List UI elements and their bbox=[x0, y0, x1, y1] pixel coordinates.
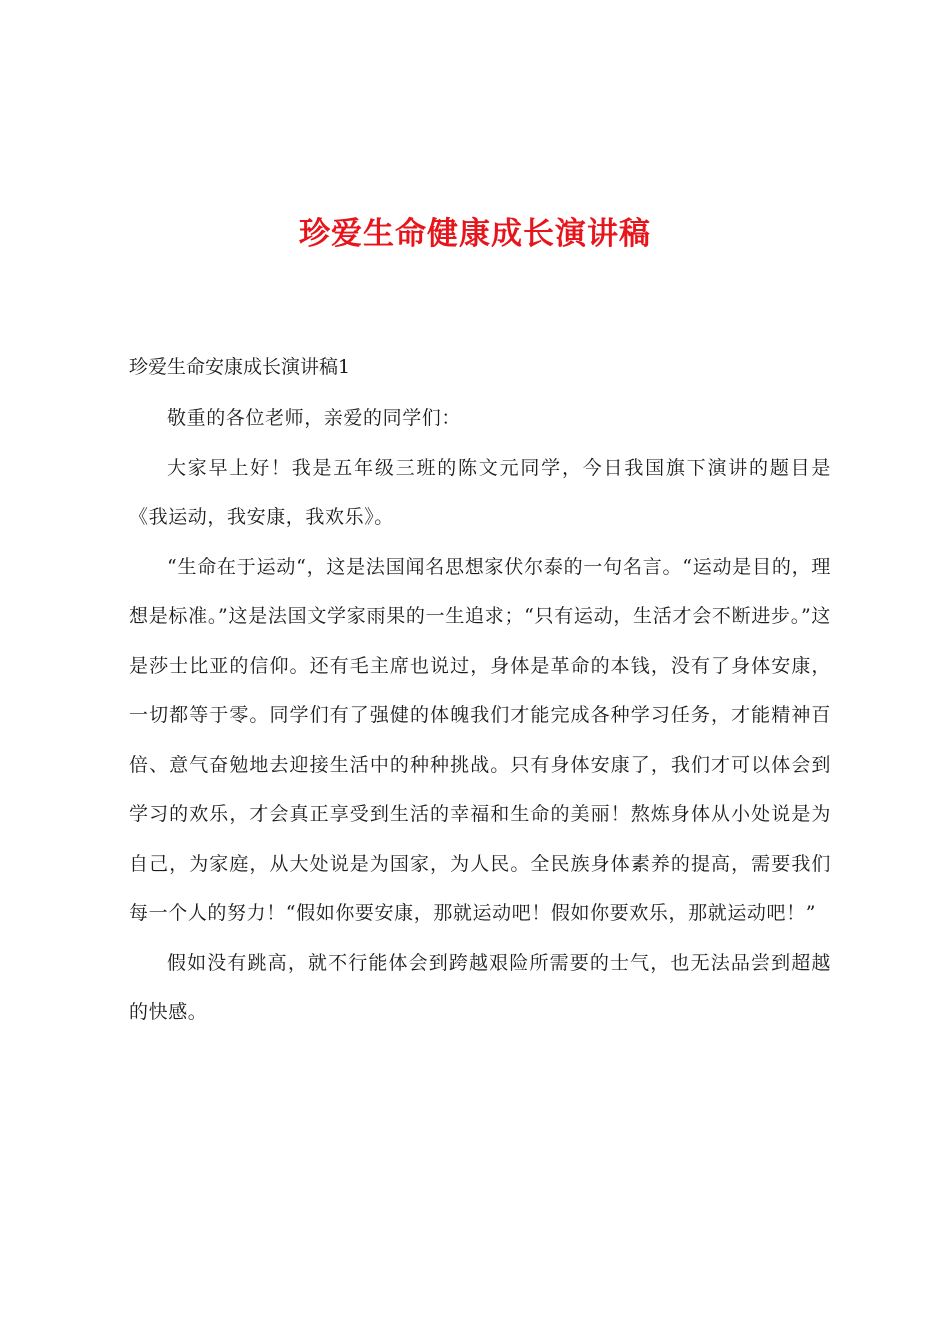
section-heading: 珍爱生命安康成长演讲稿1 bbox=[129, 356, 351, 378]
document-body bbox=[129, 394, 831, 1038]
paragraph-main: “生命在于运动“，这是法国闻名思想家伏尔泰的一句名言。“运动是目的，理想是标准。”这是法国文学家雨果的一生追求；“只有运动，生活才会不断进步。”这是莎士比亚的信仰。还有毛主席也说过，身体是革命的本钱，没有了身体安康，一切都等于零。同学们有了强健的体魄我们才能完成各种学习任务，才能精神百倍、意气奋勉地去迎接生活中的种种挑战。只有身体安康了，我们才可以体会到学习的欢乐，才会真正享受到生活的幸福和生命的美丽！熬炼身体从小处说是为自己，为家庭，从大处说是为国家，为人民。全民族身体素养的提高，需要我们每一个人的努力！“假如你要安康，那就运动吧！假如你要欢乐，那就运动吧！” bbox=[129, 555, 831, 924]
paragraph-high-jump: 假如没有跳高，就不行能体会到跨越艰险所需要的士气，也无法品尝到超越的快感。 bbox=[129, 951, 831, 1023]
paragraph-greeting: 敬重的各位老师，亲爱的同学们： bbox=[167, 407, 462, 429]
paragraph-intro: 大家早上好！我是五年级三班的陈文元同学，今日我国旗下演讲的题目是《我运动，我安康，我欢乐》。 bbox=[129, 456, 831, 528]
document-title: 珍爱生命健康成长演讲稿 bbox=[299, 216, 651, 252]
